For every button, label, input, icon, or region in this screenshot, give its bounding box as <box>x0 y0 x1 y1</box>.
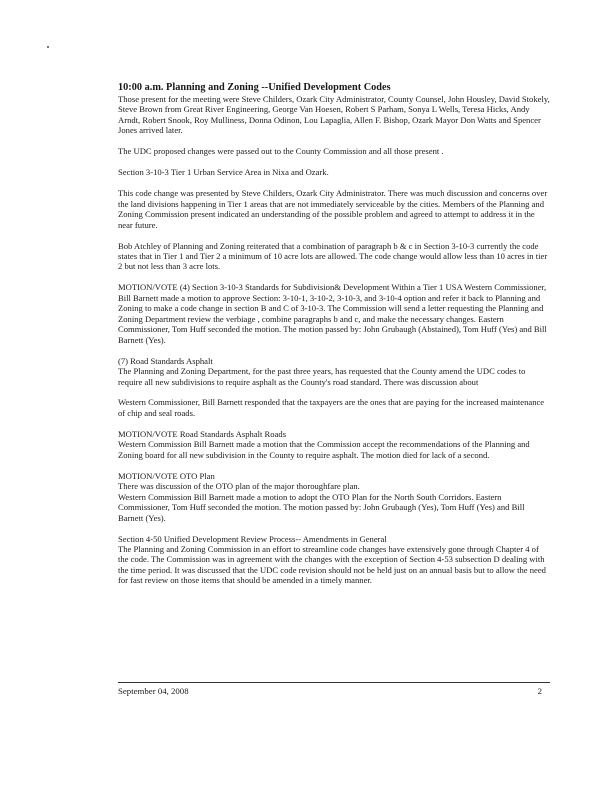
scan-speck <box>47 46 49 48</box>
paragraph-road-standards: (7) Road Standards Asphalt The Planning and Zoning Department, for the past three years, has requested that the County amend the UDC codes to require all new subdivisions to require asphalt as the County's road standard. There was discussion about <box>118 355 526 387</box>
page-number: 2 <box>537 686 542 696</box>
paragraph-barnett-response: Western Commissioner, Bill Barnett responded that the taxpayers are the ones that are paying for the increased maintenance of chip and seal roads. <box>118 397 545 418</box>
paragraph-section-3-10-3: Section 3-10-3 Tier 1 Urban Service Area in Nixa and Ozark. <box>118 167 329 178</box>
paragraph-atchley: Bob Atchley of Planning and Zoning reiterated that a combination of paragraph b & c in Section 3-10-3 currently the code states that in Tier 1 and Tier 2 a minimum of 10 acre lots are allowed. The code change would allow less than 10 acres in tier 2 but not less than 3 acre lots. <box>118 240 548 272</box>
page-footer <box>118 682 550 696</box>
footer-date: September 04, 2008 <box>118 686 189 696</box>
paragraph-udc-handout: The UDC proposed changes were passed out to the County Commission and all those present . <box>118 146 444 157</box>
paragraph-section-4-50: Section 4-50 Unified Development Review Process-- Amendments in General The Planning and Zoning Commission in an effort to streamline code changes have extensively gone through Chapter 4 of the code. The Commission was in agreement with the changes with the exception of Section 4-53 subsection D dealing with the time period. It was discussed that the UDC code revision should not be held just on an annual basis but to allow the need for fast review on those items that should be amended in a timely manner. <box>118 533 546 586</box>
paragraph-code-change-presentation: This code change was presented by Steve Childers, Ozark City Administrator. There was much discussion and concerns over the land divisions happening in Tier 1 areas that are not immediately serviceable by the cities. Members of the Planning and Zoning Commission present indicated an understanding of the possible problem and agreed to attempt to address it in the near future. <box>118 188 548 230</box>
paragraph-motion-vote-4: MOTION/VOTE (4) Section 3-10-3 Standards for Subdivision& Development Within a Tier 1 USA Western Commissioner, Bill Barnett made a motion to approve Section: 3-10-1, 3-10-2, 3-10-3, and 3-10-4 option and refer it back to Planning and Zoning to make a code change in section B and C of 3-10-3. The Commission will send a letter requesting the Planning and Zoning Department review the verbiage , combine paragraphs b and c, and make the necessary changes. Eastern Commissioner, Tom Huff seconded the motion. The motion passed by: John Grubaugh (Abstained), Tom Huff (Yes) and Bill Barnett (Yes). <box>118 282 547 345</box>
section-heading: 10:00 a.m. Planning and Zoning --Unified Development Codes <box>118 82 391 93</box>
paragraph-motion-oto: MOTION/VOTE OTO Plan There was discussion of the OTO plan of the major thoroughfare plan. Western Commission Bill Barnett made a motion to adopt the OTO Plan for the North South Corridors. Eastern Commissioner, Tom Huff seconded the motion. The motion passed by: John Grubaugh (Yes), Tom Huff (Yes) and Bill Barnett (Yes). <box>118 470 525 523</box>
paragraph-motion-asphalt: MOTION/VOTE Road Standards Asphalt Roads Western Commission Bill Barnett made a motion that the Commission accept the recommendations of the Planning and Zoning board for all new subdivision in the County to require asphalt. The motion died for lack of a second. <box>118 428 530 460</box>
document-body <box>118 82 550 596</box>
paragraph-attendees: Those present for the meeting were Steve Childers, Ozark City Administrator, County Counsel, John Housley, David Stokely, Steve Brown from Great River Engineering, George Van Hoesen, Robert S Parham, Sonya L Wells, Teresa Hicks, Andy Arndt, Robert Snook, Roy Mulliness, Donna Odinon, Lou Lapaglia, Allen F. Bishop, Ozark Mayor Don Watts and Spencer Jones arrived later. <box>118 94 550 136</box>
